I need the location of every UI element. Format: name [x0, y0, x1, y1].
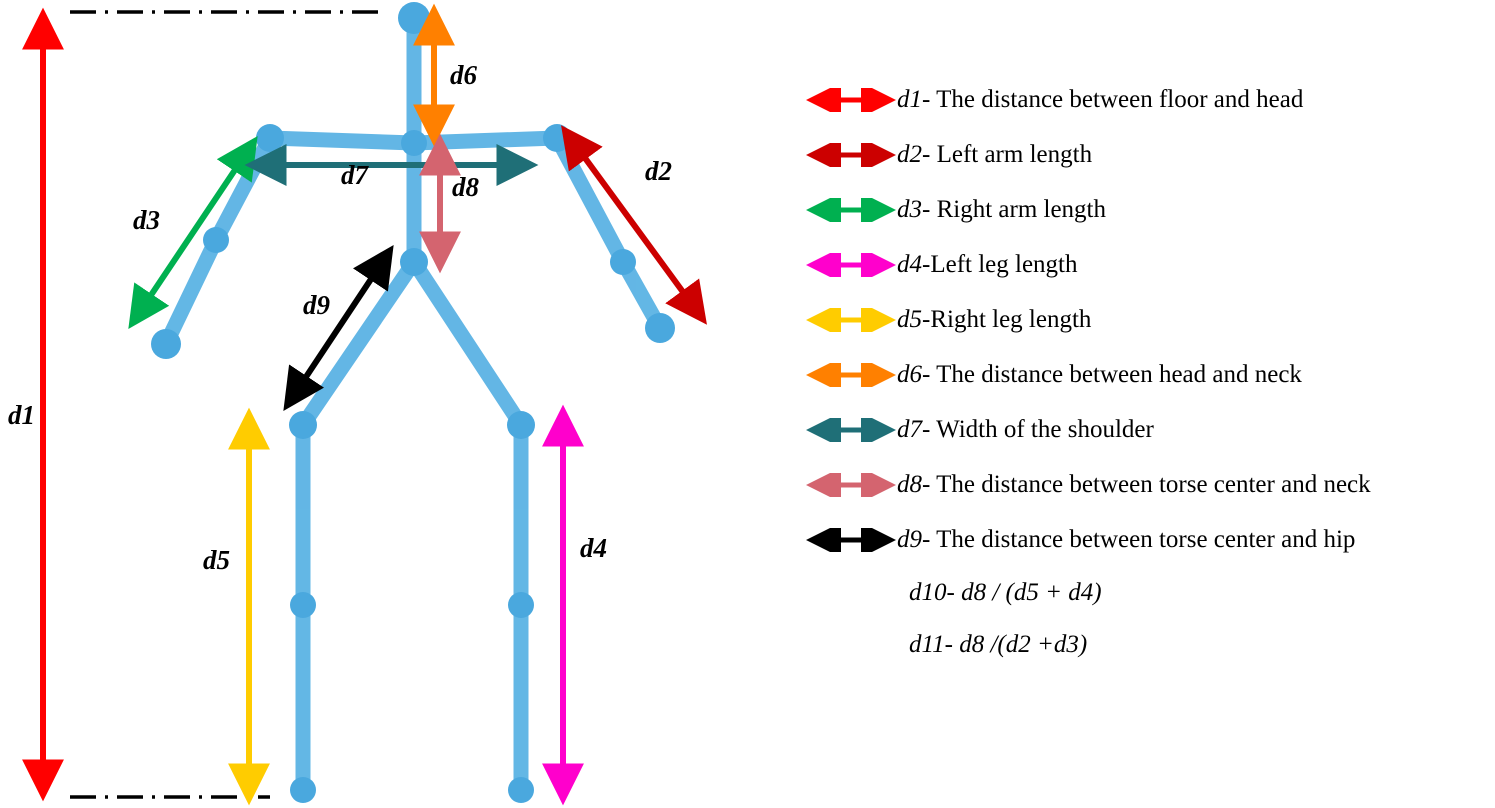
reference-lines	[70, 12, 385, 797]
legend-arrow-d6	[805, 363, 897, 387]
formula-item-d10	[805, 567, 1495, 619]
legend-item-d3	[805, 182, 1495, 237]
legend-tag-d2: d2	[897, 140, 922, 168]
legend-item-d6	[805, 347, 1495, 402]
legend-item-d2	[805, 127, 1495, 182]
formula-item-d11	[805, 619, 1495, 671]
legend-desc-d7: - Width of the shoulder	[922, 415, 1154, 443]
label-d6: d6	[450, 60, 477, 90]
legend-desc-d2: - Left arm length	[922, 140, 1093, 168]
legend-item-d4	[805, 237, 1495, 292]
legend-label-d6	[897, 361, 1302, 389]
legend-arrow-d4	[805, 253, 897, 277]
legend-desc-d5: -Right leg length	[922, 305, 1092, 333]
legend-item-d9	[805, 512, 1495, 567]
label-d5: d5	[203, 545, 230, 575]
legend-desc-d4: -Left leg length	[922, 250, 1078, 278]
label-d8: d8	[452, 172, 479, 202]
legend-item-d7	[805, 402, 1495, 457]
legend-arrow-d5	[805, 308, 897, 332]
legend-desc-d9: - The distance between torse center and hip	[922, 525, 1356, 553]
legend-arrow-d2	[805, 143, 897, 167]
legend-arrow-d3	[805, 198, 897, 222]
legend-label-d7	[897, 416, 1154, 444]
legend	[805, 72, 1495, 671]
legend-item-d1	[805, 72, 1495, 127]
formula-text-d11: d11- d8 /(d2 +d3)	[909, 631, 1088, 658]
legend-label-d1	[897, 86, 1303, 114]
legend-tag-d3: d3	[897, 195, 922, 223]
legend-arrow-d9	[805, 528, 897, 552]
legend-tag-d7: d7	[897, 415, 922, 443]
label-d2: d2	[645, 156, 672, 186]
legend-label-d4	[897, 251, 1078, 279]
legend-desc-d3: - Right arm length	[922, 195, 1106, 223]
legend-desc-d6: - The distance between head and neck	[922, 360, 1302, 388]
legend-desc-d8: - The distance between torse center and neck	[922, 470, 1371, 498]
legend-tag-d4: d4	[897, 250, 922, 278]
legend-tag-d1: d1	[897, 85, 922, 113]
label-d3: d3	[133, 205, 160, 235]
label-d9: d9	[303, 290, 330, 320]
legend-item-d8	[805, 457, 1495, 512]
legend-tag-d5: d5	[897, 305, 922, 333]
legend-item-d5	[805, 292, 1495, 347]
legend-tag-d6: d6	[897, 360, 922, 388]
legend-arrow-d8	[805, 473, 897, 497]
legend-tag-d9: d9	[897, 525, 922, 553]
label-d4: d4	[580, 533, 607, 563]
legend-label-d2	[897, 141, 1092, 169]
legend-tag-d8: d8	[897, 470, 922, 498]
legend-arrow-d7	[805, 418, 897, 442]
legend-desc-d1: - The distance between floor and head	[922, 85, 1304, 113]
legend-label-d8	[897, 471, 1371, 499]
legend-label-d9	[897, 526, 1355, 554]
label-d1: d1	[8, 400, 35, 430]
legend-label-d5	[897, 306, 1091, 334]
legend-arrow-d1	[805, 88, 897, 112]
formula-text-d10: d10- d8 / (d5 + d4)	[909, 579, 1102, 606]
legend-label-d3	[897, 196, 1106, 224]
label-d7: d7	[341, 160, 368, 190]
